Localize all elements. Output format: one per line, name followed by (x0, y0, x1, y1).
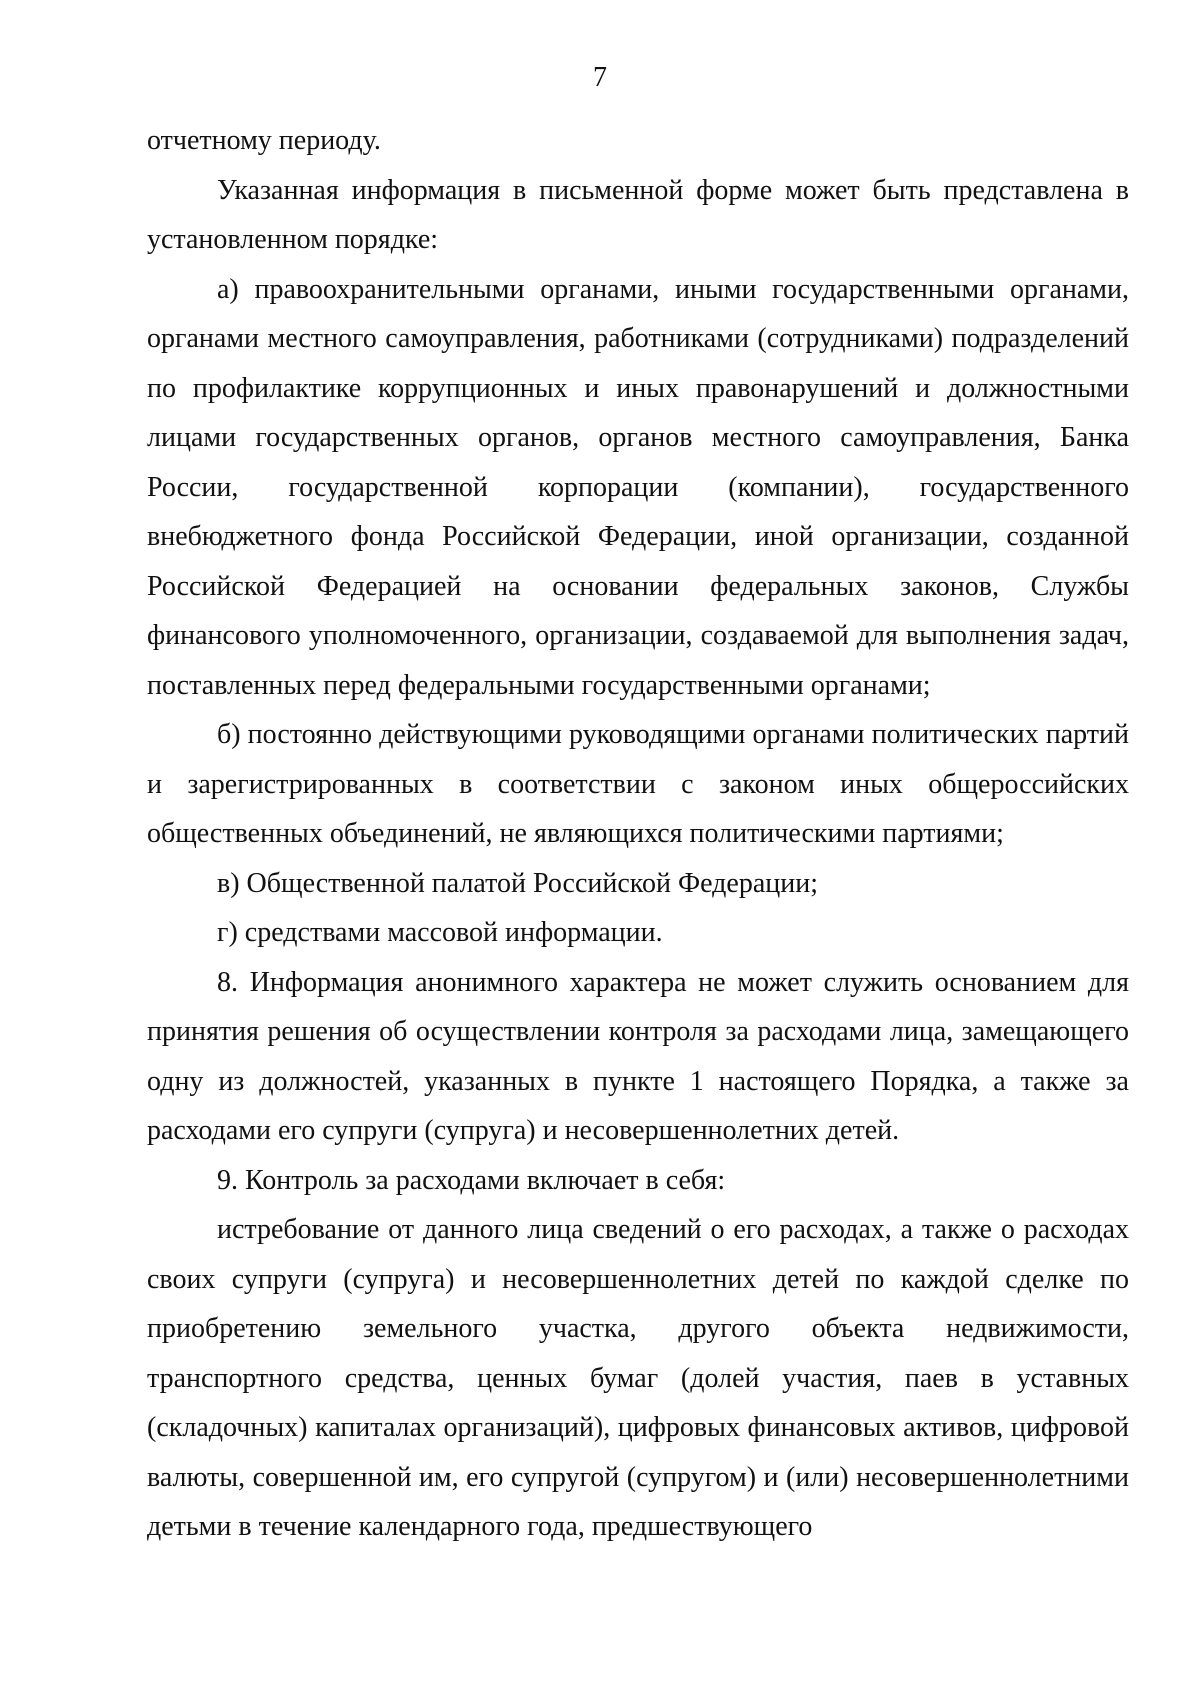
paragraph-item-b: б) постоянно действующими руководящими органами политических партий и зарегистрированных в соответствии с законом иных общероссийских общественных объединений, не являющихся политическими партиями; (147, 719, 1129, 849)
document-body (147, 116, 1129, 1552)
paragraph-clause-9-detail: истребование от данного лица сведений о его расходах, а также о расходах своих супруги (супруга) и несовершеннолетних детей по каждой сделке по приобретению земельного участка, другого объекта недвижимости, транспортного средства, ценных бумаг (долей участия, паев в уставных (складочных) капиталах организаций), цифровых финансовых активов, цифровой валюты, совершенной им, его супругой (супругом) и (или) несовершеннолетними детьми в течение календарного года, предшествующего (147, 1214, 1129, 1542)
paragraph-item-g: г) средствами массовой информации. (217, 917, 663, 948)
paragraph-continuation: отчетному периоду. (147, 125, 381, 156)
page-number: 7 (593, 62, 607, 93)
paragraph-item-a: а) правоохранительными органами, иными государственными органами, органами местного самоуправления, работниками (сотрудниками) подразделений по профилактике коррупционных и иных правонарушений и должностными лицами государственных органов, органов местного самоуправления, Банка России, государственной корпорации (компании), государственного внебюджетного фонда Российской Федерации, иной организации, созданной Российской Федерацией на основании федеральных законов, Службы финансового уполномоченного, организации, создаваемой для выполнения задач, поставленных перед федеральными государственными органами; (147, 273, 1129, 701)
paragraph-info-sources-intro: Указанная информация в письменной форме может быть представлена в установленном порядке: (147, 174, 1129, 255)
paragraph-clause-9: 9. Контроль за расходами включает в себя: (217, 1164, 726, 1196)
paragraph-clause-8: 8. Информация анонимного характера не может служить основанием для принятия решения об осуществлении контроля за расходами лица, замещающего одну из должностей, указанных в пункте 1 настоящего Порядка, а также за расходами его супруги (супруга) и несовершеннолетних детей. (147, 966, 1129, 1146)
paragraph-item-v: в) Общественной палатой Российской Федерации; (217, 867, 818, 899)
